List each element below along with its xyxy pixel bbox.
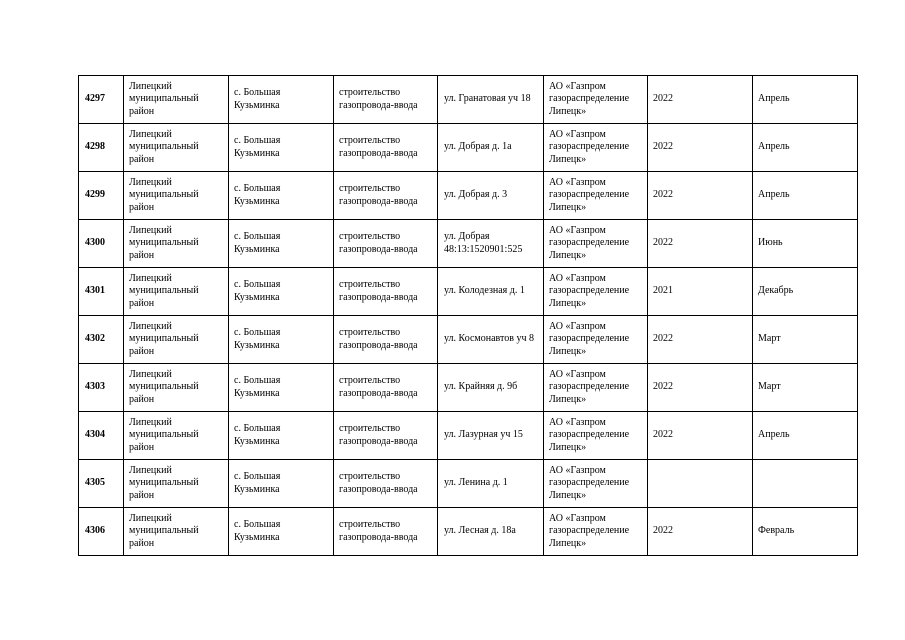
cell-month: Апрель	[753, 172, 858, 220]
table-row	[79, 412, 858, 460]
cell-locality: с. Большая Кузьминка	[229, 460, 334, 508]
cell-address: ул. Гранатовая уч 18	[438, 76, 544, 124]
cell-month: Апрель	[753, 124, 858, 172]
cell-locality: с. Большая Кузьминка	[229, 268, 334, 316]
cell-address: ул. Добрая д. 1а	[438, 124, 544, 172]
table-row	[79, 316, 858, 364]
cell-locality: с. Большая Кузьминка	[229, 220, 334, 268]
table-body	[79, 76, 858, 556]
cell-district: Липецкий муниципальный район	[124, 76, 229, 124]
cell-work-type: строительство газопровода-ввода	[334, 172, 438, 220]
cell-organization: АО «Газпром газораспределение Липецк»	[544, 220, 648, 268]
table-row	[79, 460, 858, 508]
cell-locality: с. Большая Кузьминка	[229, 508, 334, 556]
cell-locality: с. Большая Кузьминка	[229, 124, 334, 172]
cell-locality: с. Большая Кузьминка	[229, 316, 334, 364]
cell-organization: АО «Газпром газораспределение Липецк»	[544, 460, 648, 508]
cell-address: ул. Добрая 48:13:1520901:525	[438, 220, 544, 268]
cell-month: Февраль	[753, 508, 858, 556]
cell-work-type: строительство газопровода-ввода	[334, 412, 438, 460]
cell-district: Липецкий муниципальный район	[124, 220, 229, 268]
cell-address: ул. Лазурная уч 15	[438, 412, 544, 460]
cell-year: 2022	[648, 124, 753, 172]
cell-month: Декабрь	[753, 268, 858, 316]
cell-month: Апрель	[753, 76, 858, 124]
cell-work-type: строительство газопровода-ввода	[334, 364, 438, 412]
cell-district: Липецкий муниципальный район	[124, 124, 229, 172]
table-row	[79, 364, 858, 412]
cell-address: ул. Колодезная д. 1	[438, 268, 544, 316]
cell-month: Март	[753, 316, 858, 364]
cell-organization: АО «Газпром газораспределение Липецк»	[544, 124, 648, 172]
cell-organization: АО «Газпром газораспределение Липецк»	[544, 268, 648, 316]
cell-number: 4299	[79, 172, 124, 220]
cell-district: Липецкий муниципальный район	[124, 364, 229, 412]
cell-work-type: строительство газопровода-ввода	[334, 76, 438, 124]
cell-number: 4301	[79, 268, 124, 316]
table-row	[79, 220, 858, 268]
cell-year	[648, 460, 753, 508]
cell-organization: АО «Газпром газораспределение Липецк»	[544, 172, 648, 220]
cell-district: Липецкий муниципальный район	[124, 316, 229, 364]
cell-month: Июнь	[753, 220, 858, 268]
cell-district: Липецкий муниципальный район	[124, 268, 229, 316]
cell-number: 4302	[79, 316, 124, 364]
cell-district: Липецкий муниципальный район	[124, 172, 229, 220]
cell-number: 4297	[79, 76, 124, 124]
table-row	[79, 76, 858, 124]
cell-month	[753, 460, 858, 508]
cell-number: 4303	[79, 364, 124, 412]
cell-district: Липецкий муниципальный район	[124, 412, 229, 460]
cell-year: 2022	[648, 508, 753, 556]
table-row	[79, 172, 858, 220]
cell-year: 2022	[648, 172, 753, 220]
cell-work-type: строительство газопровода-ввода	[334, 316, 438, 364]
table-row	[79, 124, 858, 172]
cell-address: ул. Крайняя д. 9б	[438, 364, 544, 412]
cell-organization: АО «Газпром газораспределение Липецк»	[544, 76, 648, 124]
cell-address: ул. Космонавтов уч 8	[438, 316, 544, 364]
cell-work-type: строительство газопровода-ввода	[334, 268, 438, 316]
cell-address: ул. Ленина д. 1	[438, 460, 544, 508]
cell-number: 4298	[79, 124, 124, 172]
cell-year: 2022	[648, 220, 753, 268]
cell-year: 2022	[648, 364, 753, 412]
cell-number: 4306	[79, 508, 124, 556]
cell-number: 4300	[79, 220, 124, 268]
cell-organization: АО «Газпром газораспределение Липецк»	[544, 316, 648, 364]
cell-organization: АО «Газпром газораспределение Липецк»	[544, 508, 648, 556]
cell-year: 2022	[648, 316, 753, 364]
cell-month: Апрель	[753, 412, 858, 460]
cell-work-type: строительство газопровода-ввода	[334, 508, 438, 556]
cell-locality: с. Большая Кузьминка	[229, 412, 334, 460]
gas-connection-table	[78, 75, 858, 556]
cell-year: 2022	[648, 412, 753, 460]
cell-year: 2022	[648, 76, 753, 124]
cell-district: Липецкий муниципальный район	[124, 508, 229, 556]
cell-locality: с. Большая Кузьминка	[229, 172, 334, 220]
cell-organization: АО «Газпром газораспределение Липецк»	[544, 412, 648, 460]
cell-work-type: строительство газопровода-ввода	[334, 460, 438, 508]
cell-organization: АО «Газпром газораспределение Липецк»	[544, 364, 648, 412]
cell-month: Март	[753, 364, 858, 412]
cell-address: ул. Добрая д. 3	[438, 172, 544, 220]
cell-work-type: строительство газопровода-ввода	[334, 220, 438, 268]
cell-locality: с. Большая Кузьминка	[229, 364, 334, 412]
table-row	[79, 508, 858, 556]
cell-number: 4305	[79, 460, 124, 508]
cell-address: ул. Лесная д. 18а	[438, 508, 544, 556]
cell-locality: с. Большая Кузьминка	[229, 76, 334, 124]
table-row	[79, 268, 858, 316]
cell-year: 2021	[648, 268, 753, 316]
cell-number: 4304	[79, 412, 124, 460]
cell-district: Липецкий муниципальный район	[124, 460, 229, 508]
cell-work-type: строительство газопровода-ввода	[334, 124, 438, 172]
